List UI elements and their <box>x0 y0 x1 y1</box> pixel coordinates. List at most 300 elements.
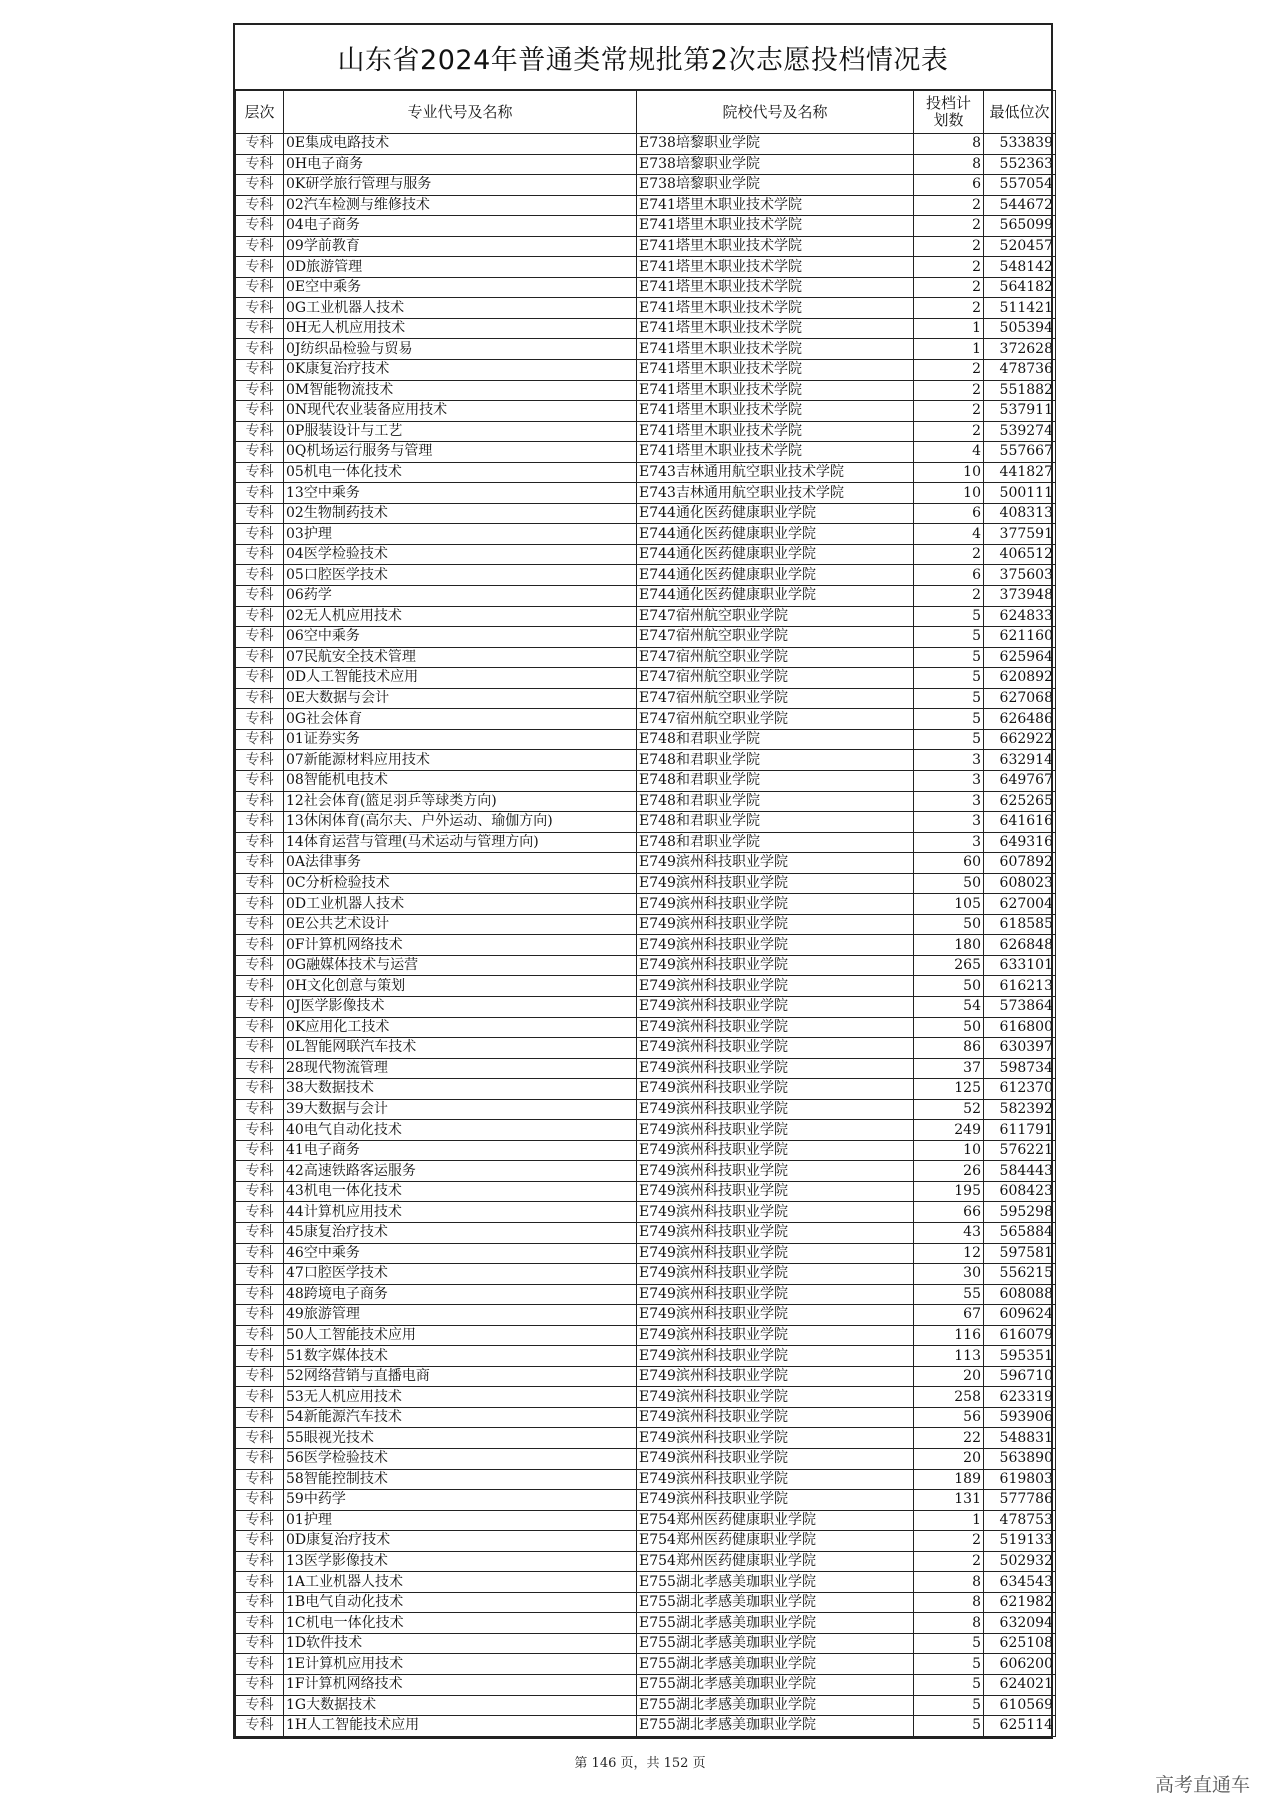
min-rank-cell: 373948 <box>984 586 1056 607</box>
school-cell: E747宿州航空职业学院 <box>637 647 914 668</box>
table-row <box>236 1079 1056 1100</box>
major-cell: 1G大数据技术 <box>284 1695 637 1716</box>
school-cell: E749滨州科技职业学院 <box>637 894 914 915</box>
school-cell: E749滨州科技职业学院 <box>637 1243 914 1264</box>
plan-count-cell: 2 <box>914 216 984 237</box>
major-cell: 06药学 <box>284 586 637 607</box>
major-cell: 0E大数据与会计 <box>284 688 637 709</box>
min-rank-cell: 556215 <box>984 1264 1056 1285</box>
school-cell: E749滨州科技职业学院 <box>637 1490 914 1511</box>
min-rank-cell: 624833 <box>984 606 1056 627</box>
level-cell: 专科 <box>236 195 284 216</box>
major-cell: 38大数据技术 <box>284 1079 637 1100</box>
min-rank-cell: 625114 <box>984 1716 1056 1737</box>
level-cell: 专科 <box>236 1407 284 1428</box>
level-cell: 专科 <box>236 1551 284 1572</box>
min-rank-cell: 624021 <box>984 1675 1056 1696</box>
min-rank-cell: 625964 <box>984 647 1056 668</box>
level-cell: 专科 <box>236 1572 284 1593</box>
major-cell: 1E计算机应用技术 <box>284 1654 637 1675</box>
plan-count-cell: 180 <box>914 935 984 956</box>
major-cell: 0D工业机器人技术 <box>284 894 637 915</box>
table-row <box>236 1284 1056 1305</box>
table-row <box>236 1017 1056 1038</box>
major-cell: 59中药学 <box>284 1490 637 1511</box>
major-cell: 28现代物流管理 <box>284 1058 637 1079</box>
level-cell: 专科 <box>236 339 284 360</box>
major-cell: 0D康复治疗技术 <box>284 1531 637 1552</box>
major-cell: 1A工业机器人技术 <box>284 1572 637 1593</box>
level-cell: 专科 <box>236 791 284 812</box>
min-rank-cell: 618585 <box>984 914 1056 935</box>
major-cell: 58智能控制技术 <box>284 1469 637 1490</box>
level-cell: 专科 <box>236 976 284 997</box>
major-cell: 1F计算机网络技术 <box>284 1675 637 1696</box>
plan-count-cell: 2 <box>914 401 984 422</box>
school-cell: E749滨州科技职业学院 <box>637 1325 914 1346</box>
level-cell: 专科 <box>236 1284 284 1305</box>
table-row <box>236 1038 1056 1059</box>
plan-count-cell: 5 <box>914 709 984 730</box>
major-cell: 02无人机应用技术 <box>284 606 637 627</box>
level-cell: 专科 <box>236 1510 284 1531</box>
table-row <box>236 1716 1056 1737</box>
level-cell: 专科 <box>236 154 284 175</box>
plan-count-cell: 30 <box>914 1264 984 1285</box>
min-rank-cell: 372628 <box>984 339 1056 360</box>
level-cell: 专科 <box>236 770 284 791</box>
school-cell: E744通化医药健康职业学院 <box>637 503 914 524</box>
major-cell: 0J医学影像技术 <box>284 996 637 1017</box>
min-rank-cell: 519133 <box>984 1531 1056 1552</box>
table-row <box>236 709 1056 730</box>
plan-count-cell: 105 <box>914 894 984 915</box>
school-cell: E747宿州航空职业学院 <box>637 688 914 709</box>
level-cell: 专科 <box>236 1325 284 1346</box>
header-plan <box>914 91 984 134</box>
major-cell: 46空中乘务 <box>284 1243 637 1264</box>
min-rank-cell: 478753 <box>984 1510 1056 1531</box>
level-cell: 专科 <box>236 1079 284 1100</box>
min-rank-cell: 632914 <box>984 750 1056 771</box>
school-cell: E741塔里木职业技术学院 <box>637 380 914 401</box>
school-cell: E741塔里木职业技术学院 <box>637 216 914 237</box>
level-cell: 专科 <box>236 1120 284 1141</box>
level-cell: 专科 <box>236 647 284 668</box>
school-cell: E744通化医药健康职业学院 <box>637 586 914 607</box>
plan-count-cell: 2 <box>914 1551 984 1572</box>
school-cell: E755湖北孝感美珈职业学院 <box>637 1716 914 1737</box>
min-rank-cell: 511421 <box>984 298 1056 319</box>
major-cell: 1D软件技术 <box>284 1633 637 1654</box>
table-row <box>236 812 1056 833</box>
admission-table-sheet <box>233 23 1053 1739</box>
level-cell: 专科 <box>236 544 284 565</box>
plan-count-cell: 56 <box>914 1407 984 1428</box>
major-cell: 43机电一体化技术 <box>284 1181 637 1202</box>
table-row <box>236 1654 1056 1675</box>
school-cell: E749滨州科技职业学院 <box>637 1202 914 1223</box>
level-cell: 专科 <box>236 421 284 442</box>
school-cell: E749滨州科技职业学院 <box>637 1120 914 1141</box>
table-row <box>236 154 1056 175</box>
level-cell: 专科 <box>236 380 284 401</box>
plan-count-cell: 113 <box>914 1346 984 1367</box>
min-rank-cell: 505394 <box>984 318 1056 339</box>
table-row <box>236 606 1056 627</box>
level-cell: 专科 <box>236 318 284 339</box>
min-rank-cell: 596710 <box>984 1366 1056 1387</box>
plan-count-cell: 189 <box>914 1469 984 1490</box>
table-row <box>236 1613 1056 1634</box>
major-cell: 02生物制药技术 <box>284 503 637 524</box>
plan-count-cell: 125 <box>914 1079 984 1100</box>
table-row <box>236 996 1056 1017</box>
major-cell: 1C机电一体化技术 <box>284 1613 637 1634</box>
school-cell: E749滨州科技职业学院 <box>637 935 914 956</box>
min-rank-cell: 625265 <box>984 791 1056 812</box>
level-cell: 专科 <box>236 812 284 833</box>
school-cell: E749滨州科技职业学院 <box>637 1387 914 1408</box>
plan-count-cell: 5 <box>914 1695 984 1716</box>
school-cell: E749滨州科技职业学院 <box>637 1161 914 1182</box>
level-cell: 专科 <box>236 1017 284 1038</box>
major-cell: 0G工业机器人技术 <box>284 298 637 319</box>
min-rank-cell: 573864 <box>984 996 1056 1017</box>
school-cell: E755湖北孝感美珈职业学院 <box>637 1654 914 1675</box>
table-row <box>236 1407 1056 1428</box>
level-cell: 专科 <box>236 894 284 915</box>
major-cell: 06空中乘务 <box>284 627 637 648</box>
table-row <box>236 1366 1056 1387</box>
header-plan-label: 投档计划数 <box>925 94 971 129</box>
min-rank-cell: 607892 <box>984 853 1056 874</box>
min-rank-cell: 641616 <box>984 812 1056 833</box>
school-cell: E749滨州科技职业学院 <box>637 1079 914 1100</box>
level-cell: 专科 <box>236 1161 284 1182</box>
major-cell: 13空中乘务 <box>284 483 637 504</box>
school-cell: E743吉林通用航空职业技术学院 <box>637 462 914 483</box>
level-cell: 专科 <box>236 750 284 771</box>
plan-count-cell: 195 <box>914 1181 984 1202</box>
table-row <box>236 524 1056 545</box>
page-title: 山东省2024年普通类常规批第2次志愿投档情况表 <box>235 25 1051 90</box>
table-row <box>236 318 1056 339</box>
level-cell: 专科 <box>236 1654 284 1675</box>
min-rank-cell: 406512 <box>984 544 1056 565</box>
min-rank-cell: 610569 <box>984 1695 1056 1716</box>
table-row <box>236 1222 1056 1243</box>
table-row <box>236 750 1056 771</box>
major-cell: 12社会体育(篮足羽乒等球类方向) <box>284 791 637 812</box>
min-rank-cell: 616213 <box>984 976 1056 997</box>
level-cell: 专科 <box>236 1222 284 1243</box>
level-cell: 专科 <box>236 175 284 196</box>
min-rank-cell: 608423 <box>984 1181 1056 1202</box>
plan-count-cell: 2 <box>914 236 984 257</box>
major-cell: 44计算机应用技术 <box>284 1202 637 1223</box>
table-row <box>236 134 1056 155</box>
major-cell: 01护理 <box>284 1510 637 1531</box>
table-row <box>236 976 1056 997</box>
plan-count-cell: 5 <box>914 1716 984 1737</box>
school-cell: E755湖北孝感美珈职业学院 <box>637 1572 914 1593</box>
table-row <box>236 729 1056 750</box>
plan-count-cell: 5 <box>914 606 984 627</box>
table-row <box>236 791 1056 812</box>
level-cell: 专科 <box>236 1633 284 1654</box>
min-rank-cell: 576221 <box>984 1140 1056 1161</box>
major-cell: 0A法律事务 <box>284 853 637 874</box>
school-cell: E741塔里木职业技术学院 <box>637 257 914 278</box>
table-row <box>236 1675 1056 1696</box>
major-cell: 08智能机电技术 <box>284 770 637 791</box>
min-rank-cell: 539274 <box>984 421 1056 442</box>
level-cell: 专科 <box>236 873 284 894</box>
major-cell: 0N现代农业装备应用技术 <box>284 401 637 422</box>
plan-count-cell: 6 <box>914 503 984 524</box>
min-rank-cell: 577786 <box>984 1490 1056 1511</box>
page-number: 第 146 页，共 152 页 <box>574 1756 706 1771</box>
table-row <box>236 1531 1056 1552</box>
min-rank-cell: 621982 <box>984 1592 1056 1613</box>
plan-count-cell: 3 <box>914 770 984 791</box>
school-cell: E738培黎职业学院 <box>637 134 914 155</box>
plan-count-cell: 2 <box>914 1531 984 1552</box>
table-row <box>236 894 1056 915</box>
major-cell: 42高速铁路客运服务 <box>284 1161 637 1182</box>
table-row <box>236 1264 1056 1285</box>
level-cell: 专科 <box>236 1428 284 1449</box>
min-rank-cell: 565099 <box>984 216 1056 237</box>
header-major: 专业代号及名称 <box>284 91 637 134</box>
level-cell: 专科 <box>236 1140 284 1161</box>
table-row <box>236 1161 1056 1182</box>
major-cell: 0H文化创意与策划 <box>284 976 637 997</box>
table-row <box>236 1592 1056 1613</box>
table-row <box>236 853 1056 874</box>
min-rank-cell: 621160 <box>984 627 1056 648</box>
min-rank-cell: 544672 <box>984 195 1056 216</box>
plan-count-cell: 10 <box>914 462 984 483</box>
plan-count-cell: 50 <box>914 1017 984 1038</box>
level-cell: 专科 <box>236 729 284 750</box>
watermark: 高考直通车 <box>1154 1774 1250 1796</box>
plan-count-cell: 1 <box>914 339 984 360</box>
min-rank-cell: 625108 <box>984 1633 1056 1654</box>
major-cell: 0K应用化工技术 <box>284 1017 637 1038</box>
level-cell: 专科 <box>236 996 284 1017</box>
min-rank-cell: 552363 <box>984 154 1056 175</box>
plan-count-cell: 1 <box>914 1510 984 1531</box>
school-cell: E747宿州航空职业学院 <box>637 668 914 689</box>
level-cell: 专科 <box>236 216 284 237</box>
major-cell: 13医学影像技术 <box>284 1551 637 1572</box>
plan-count-cell: 60 <box>914 853 984 874</box>
school-cell: E749滨州科技职业学院 <box>637 1222 914 1243</box>
school-cell: E749滨州科技职业学院 <box>637 853 914 874</box>
school-cell: E749滨州科技职业学院 <box>637 1058 914 1079</box>
level-cell: 专科 <box>236 1716 284 1737</box>
table-row <box>236 421 1056 442</box>
plan-count-cell: 26 <box>914 1161 984 1182</box>
school-cell: E749滨州科技职业学院 <box>637 1305 914 1326</box>
table-row <box>236 1243 1056 1264</box>
plan-count-cell: 3 <box>914 791 984 812</box>
major-cell: 0D旅游管理 <box>284 257 637 278</box>
school-cell: E743吉林通用航空职业技术学院 <box>637 483 914 504</box>
plan-count-cell: 265 <box>914 955 984 976</box>
min-rank-cell: 582392 <box>984 1099 1056 1120</box>
table-row <box>236 955 1056 976</box>
min-rank-cell: 595298 <box>984 1202 1056 1223</box>
school-cell: E749滨州科技职业学院 <box>637 1264 914 1285</box>
school-cell: E748和君职业学院 <box>637 750 914 771</box>
table-row <box>236 1387 1056 1408</box>
level-cell: 专科 <box>236 1243 284 1264</box>
level-cell: 专科 <box>236 914 284 935</box>
level-cell: 专科 <box>236 1695 284 1716</box>
header-min-rank: 最低位次 <box>984 91 1056 134</box>
school-cell: E747宿州航空职业学院 <box>637 627 914 648</box>
min-rank-cell: 632094 <box>984 1613 1056 1634</box>
plan-count-cell: 5 <box>914 668 984 689</box>
table-row <box>236 257 1056 278</box>
plan-count-cell: 8 <box>914 134 984 155</box>
level-cell: 专科 <box>236 935 284 956</box>
table-row <box>236 1120 1056 1141</box>
min-rank-cell: 548142 <box>984 257 1056 278</box>
plan-count-cell: 2 <box>914 257 984 278</box>
min-rank-cell: 375603 <box>984 565 1056 586</box>
level-cell: 专科 <box>236 503 284 524</box>
table-row <box>236 832 1056 853</box>
school-cell: E741塔里木职业技术学院 <box>637 339 914 360</box>
table-row <box>236 462 1056 483</box>
major-cell: 51数字媒体技术 <box>284 1346 637 1367</box>
school-cell: E749滨州科技职业学院 <box>637 1469 914 1490</box>
table-row <box>236 380 1056 401</box>
plan-count-cell: 54 <box>914 996 984 1017</box>
min-rank-cell: 520457 <box>984 236 1056 257</box>
plan-count-cell: 249 <box>914 1120 984 1141</box>
level-cell: 专科 <box>236 1469 284 1490</box>
plan-count-cell: 22 <box>914 1428 984 1449</box>
table-row <box>236 1510 1056 1531</box>
min-rank-cell: 608088 <box>984 1284 1056 1305</box>
school-cell: E741塔里木职业技术学院 <box>637 442 914 463</box>
table-row <box>236 1181 1056 1202</box>
table-row <box>236 401 1056 422</box>
table-row <box>236 360 1056 381</box>
major-cell: 07民航安全技术管理 <box>284 647 637 668</box>
table-row <box>236 236 1056 257</box>
min-rank-cell: 608023 <box>984 873 1056 894</box>
min-rank-cell: 609624 <box>984 1305 1056 1326</box>
level-cell: 专科 <box>236 1099 284 1120</box>
plan-count-cell: 8 <box>914 1572 984 1593</box>
table-row <box>236 195 1056 216</box>
plan-count-cell: 5 <box>914 1654 984 1675</box>
min-rank-cell: 627004 <box>984 894 1056 915</box>
level-cell: 专科 <box>236 606 284 627</box>
school-cell: E748和君职业学院 <box>637 729 914 750</box>
school-cell: E749滨州科技职业学院 <box>637 996 914 1017</box>
level-cell: 专科 <box>236 257 284 278</box>
major-cell: 53无人机应用技术 <box>284 1387 637 1408</box>
min-rank-cell: 565884 <box>984 1222 1056 1243</box>
header-level: 层次 <box>236 91 284 134</box>
min-rank-cell: 557054 <box>984 175 1056 196</box>
min-rank-cell: 630397 <box>984 1038 1056 1059</box>
table-row <box>236 544 1056 565</box>
level-cell: 专科 <box>236 524 284 545</box>
major-cell: 04医学检验技术 <box>284 544 637 565</box>
school-cell: E754郑州医药健康职业学院 <box>637 1510 914 1531</box>
plan-count-cell: 4 <box>914 442 984 463</box>
school-cell: E738培黎职业学院 <box>637 154 914 175</box>
level-cell: 专科 <box>236 1449 284 1470</box>
school-cell: E749滨州科技职业学院 <box>637 1449 914 1470</box>
plan-count-cell: 8 <box>914 1592 984 1613</box>
major-cell: 0F计算机网络技术 <box>284 935 637 956</box>
school-cell: E741塔里木职业技术学院 <box>637 195 914 216</box>
min-rank-cell: 564182 <box>984 277 1056 298</box>
level-cell: 专科 <box>236 277 284 298</box>
min-rank-cell: 551882 <box>984 380 1056 401</box>
table-row <box>236 1428 1056 1449</box>
plan-count-cell: 5 <box>914 627 984 648</box>
school-cell: E754郑州医药健康职业学院 <box>637 1531 914 1552</box>
plan-count-cell: 4 <box>914 524 984 545</box>
major-cell: 0H电子商务 <box>284 154 637 175</box>
major-cell: 07新能源材料应用技术 <box>284 750 637 771</box>
school-cell: E755湖北孝感美珈职业学院 <box>637 1592 914 1613</box>
plan-count-cell: 10 <box>914 483 984 504</box>
major-cell: 0G融媒体技术与运营 <box>284 955 637 976</box>
level-cell: 专科 <box>236 832 284 853</box>
major-cell: 0P服装设计与工艺 <box>284 421 637 442</box>
level-cell: 专科 <box>236 360 284 381</box>
major-cell: 0E空中乘务 <box>284 277 637 298</box>
min-rank-cell: 623319 <box>984 1387 1056 1408</box>
level-cell: 专科 <box>236 1490 284 1511</box>
major-cell: 02汽车检测与维修技术 <box>284 195 637 216</box>
level-cell: 专科 <box>236 236 284 257</box>
major-cell: 55眼视光技术 <box>284 1428 637 1449</box>
level-cell: 专科 <box>236 1264 284 1285</box>
major-cell: 0E集成电路技术 <box>284 134 637 155</box>
plan-count-cell: 116 <box>914 1325 984 1346</box>
plan-count-cell: 10 <box>914 1140 984 1161</box>
school-cell: E747宿州航空职业学院 <box>637 709 914 730</box>
plan-count-cell: 5 <box>914 1675 984 1696</box>
table-row <box>236 586 1056 607</box>
major-cell: 09学前教育 <box>284 236 637 257</box>
major-cell: 01证券实务 <box>284 729 637 750</box>
major-cell: 0Q机场运行服务与管理 <box>284 442 637 463</box>
level-cell: 专科 <box>236 668 284 689</box>
level-cell: 专科 <box>236 1675 284 1696</box>
major-cell: 0G社会体育 <box>284 709 637 730</box>
major-cell: 0J纺织品检验与贸易 <box>284 339 637 360</box>
level-cell: 专科 <box>236 401 284 422</box>
min-rank-cell: 626848 <box>984 935 1056 956</box>
table-row <box>236 298 1056 319</box>
level-cell: 专科 <box>236 1038 284 1059</box>
major-cell: 41电子商务 <box>284 1140 637 1161</box>
min-rank-cell: 500111 <box>984 483 1056 504</box>
